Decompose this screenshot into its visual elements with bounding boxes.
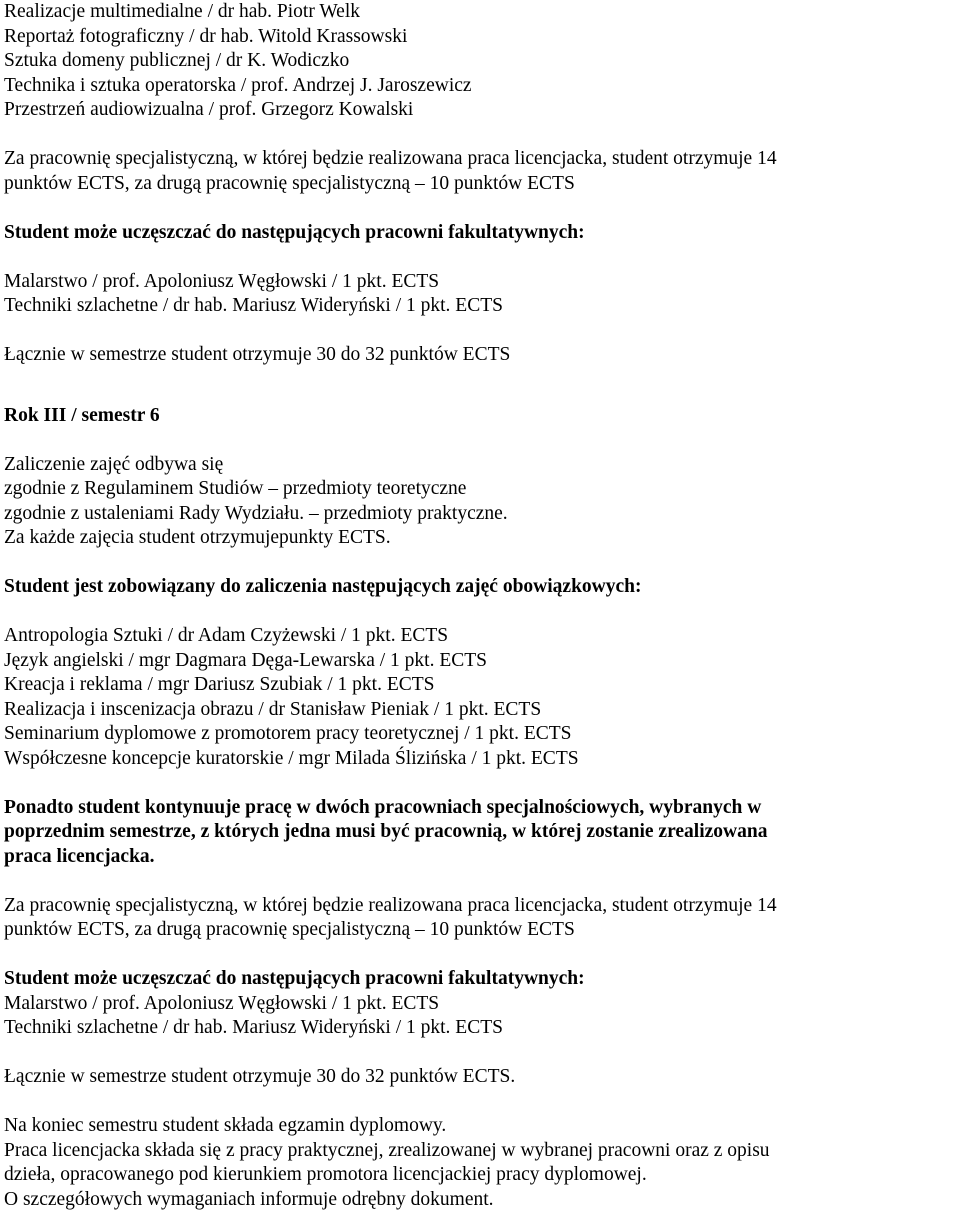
- paragraph-line: Praca licencjacka składa się z pracy praktycznej, zrealizowanej w wybranej pracowni oraz z opisu: [4, 1139, 960, 1164]
- list-item: Sztuka domeny publicznej / dr K. Wodiczko: [4, 49, 960, 74]
- elective-list: [4, 992, 960, 1041]
- paragraph-line: punktów ECTS, za drugą pracownię specjalistyczną – 10 punktów ECTS: [4, 172, 960, 197]
- list-item: Kreacja i reklama / mgr Dariusz Szubiak / 1 pkt. ECTS: [4, 673, 960, 698]
- semester-heading: Rok III / semestr 6: [4, 404, 960, 429]
- intro-course-list: [4, 0, 960, 123]
- paragraph-line: O szczegółowych wymaganiach informuje odrębny dokument.: [4, 1188, 960, 1212]
- semester-total: Łącznie w semestrze student otrzymuje 30 do 32 punktów ECTS.: [4, 1065, 960, 1090]
- list-item: Język angielski / mgr Dagmara Dęga-Lewarska / 1 pkt. ECTS: [4, 649, 960, 674]
- semester-total: Łącznie w semestrze student otrzymuje 30 do 32 punktów ECTS: [4, 343, 960, 368]
- paragraph-line: poprzednim semestrze, z których jedna musi być pracownią, w której zostanie zrealizowana: [4, 820, 960, 845]
- rules-paragraph: [4, 453, 960, 551]
- final-paragraph: [4, 1114, 960, 1212]
- list-item: Malarstwo / prof. Apoloniusz Węgłowski / 1 pkt. ECTS: [4, 992, 960, 1017]
- paragraph-line: praca licencjacka.: [4, 845, 960, 870]
- paragraph-line: Za pracownię specjalistyczną, w której będzie realizowana praca licencjacka, student otrzymuje 14: [4, 894, 960, 919]
- paragraph-line: Ponadto student kontynuuje pracę w dwóch pracowniach specjalnościowych, wybranych w: [4, 796, 960, 821]
- list-item: Współczesne koncepcje kuratorskie / mgr Milada Ślizińska / 1 pkt. ECTS: [4, 747, 960, 772]
- ects-note-paragraph: [4, 894, 960, 943]
- paragraph-line: Za każde zajęcia student otrzymujepunkty ECTS.: [4, 526, 960, 551]
- elective-list: [4, 270, 960, 319]
- list-item: Techniki szlachetne / dr hab. Mariusz Wideryński / 1 pkt. ECTS: [4, 1016, 960, 1041]
- paragraph-line: zgodnie z ustaleniami Rady Wydziału. – przedmioty praktyczne.: [4, 502, 960, 527]
- paragraph-line: punktów ECTS, za drugą pracownię specjalistyczną – 10 punktów ECTS: [4, 918, 960, 943]
- paragraph-line: dzieła, opracowanego pod kierunkiem promotora licencjackiej pracy dyplomowej.: [4, 1163, 960, 1188]
- list-item: Przestrzeń audiowizualna / prof. Grzegorz Kowalski: [4, 98, 960, 123]
- list-item: Malarstwo / prof. Apoloniusz Węgłowski / 1 pkt. ECTS: [4, 270, 960, 295]
- paragraph-line: Za pracownię specjalistyczną, w której będzie realizowana praca licencjacka, student otrzymuje 14: [4, 147, 960, 172]
- list-item: Seminarium dyplomowe z promotorem pracy teoretycznej / 1 pkt. ECTS: [4, 722, 960, 747]
- paragraph-line: Na koniec semestru student składa egzamin dyplomowy.: [4, 1114, 960, 1139]
- mandatory-list: [4, 624, 960, 771]
- elective-heading: Student może uczęszczać do następujących pracowni fakultatywnych:: [4, 967, 960, 992]
- list-item: Technika i sztuka operatorska / prof. Andrzej J. Jaroszewicz: [4, 74, 960, 99]
- elective-heading: Student może uczęszczać do następujących pracowni fakultatywnych:: [4, 221, 960, 246]
- continuation-paragraph: [4, 796, 960, 870]
- list-item: Realizacja i inscenizacja obrazu / dr Stanisław Pieniak / 1 pkt. ECTS: [4, 698, 960, 723]
- list-item: Realizacje multimedialne / dr hab. Piotr Welk: [4, 0, 960, 25]
- mandatory-heading: Student jest zobowiązany do zaliczenia następujących zajęć obowiązkowych:: [4, 575, 960, 600]
- ects-note-paragraph: [4, 147, 960, 196]
- list-item: Reportaż fotograficzny / dr hab. Witold Krassowski: [4, 25, 960, 50]
- paragraph-line: zgodnie z Regulaminem Studiów – przedmioty teoretyczne: [4, 477, 960, 502]
- list-item: Techniki szlachetne / dr hab. Mariusz Wideryński / 1 pkt. ECTS: [4, 294, 960, 319]
- paragraph-line: Zaliczenie zajęć odbywa się: [4, 453, 960, 478]
- list-item: Antropologia Sztuki / dr Adam Czyżewski / 1 pkt. ECTS: [4, 624, 960, 649]
